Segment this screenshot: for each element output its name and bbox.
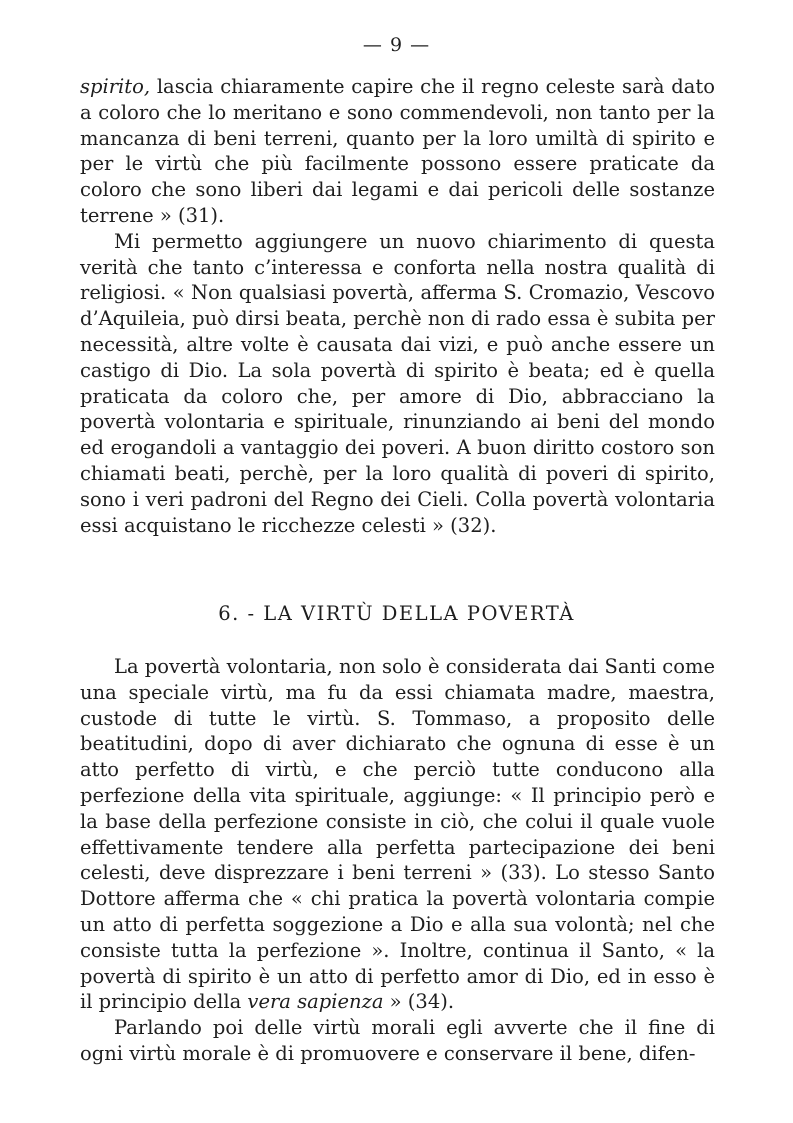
paragraph-san-tommaso bbox=[80, 654, 715, 1015]
italic-phrase: vera sapienza bbox=[247, 990, 384, 1014]
text-section-continuation bbox=[80, 74, 715, 538]
text-section-virtue-of-poverty bbox=[80, 654, 715, 1067]
section-heading: 6. - LA VIRTÙ DELLA POVERTÀ bbox=[218, 602, 575, 625]
paragraph-text: lascia chiaramente capire che il regno celeste sarà dato a coloro che lo meritano e sono commendevoli, non tanto per la mancanza di beni terreni, quanto per la loro umiltà di spirito e per le virtù che più facilmente possono essere praticate da coloro che sono liberi dai legami e dai pericoli delle sostanze terrene » (31). bbox=[80, 75, 715, 227]
paragraph-text: La povertà volontaria, non solo è considerata dai Santi come una speciale virtù, ma fu da essi chiamata madre, maestra, custode di tutte le virtù. S. Tommaso, a proposito delle beatitudini, dopo di aver dichiarato che ognuna di esse è un atto perfetto di virtù, e che perciò tutte conducono alla perfezione della vita spirituale, aggiunge: « Il principio però e la base della perfezione consiste in ciò, che colui il quale vuole effettivamente tendere alla perfetta partecipazione dei beni celesti, deve disprezzare i beni terreni » (33). Lo stesso Santo Dottore afferma che « chi pratica la povertà volontaria compie un atto di perfetta soggezione a Dio e alla sua volontà; nel che consiste tutta la perfezione ». Inoltre, continua il Santo, « la povertà di spirito è un atto di perfetto amor di Dio, ed in esso è il principio della bbox=[80, 655, 715, 1014]
page-number: — 9 — bbox=[362, 34, 431, 56]
italic-lead-word: spirito, bbox=[80, 75, 151, 98]
paragraph-cromazio-quote: Mi permetto aggiungere un nuovo chiarimento di questa verità che tanto c’interessa e conforta nella nostra qualità di religiosi. « Non qualsiasi povertà, afferma S. Cromazio, Vescovo d’Aquileia, può dirsi beata, perchè non di rado essa è subita per necessità, altre volte è causata dai vizi, e può anche essere un castigo di Dio. La sola povertà di spirito è beata; ed è quella praticata da coloro che, per amore di Dio, abbracciano la povertà volontaria e spirituale, rinunziando ai beni del mondo ed erogandoli a vantaggio dei poveri. A buon diritto costoro son chiamati beati, perchè, per la loro qualità di poveri di spirito, sono i veri padroni del Regno dei Cieli. Colla povertà volontaria essi acquistano le ricchezze celesti » (32). bbox=[80, 229, 715, 537]
paragraph-continued bbox=[80, 74, 715, 229]
paragraph-moral-virtues: Parlando poi delle virtù morali egli avverte che il fine di ogni virtù morale è di promuovere e conservare il bene, difen- bbox=[80, 1016, 715, 1065]
paragraph-text-end: » (34). bbox=[383, 990, 455, 1014]
